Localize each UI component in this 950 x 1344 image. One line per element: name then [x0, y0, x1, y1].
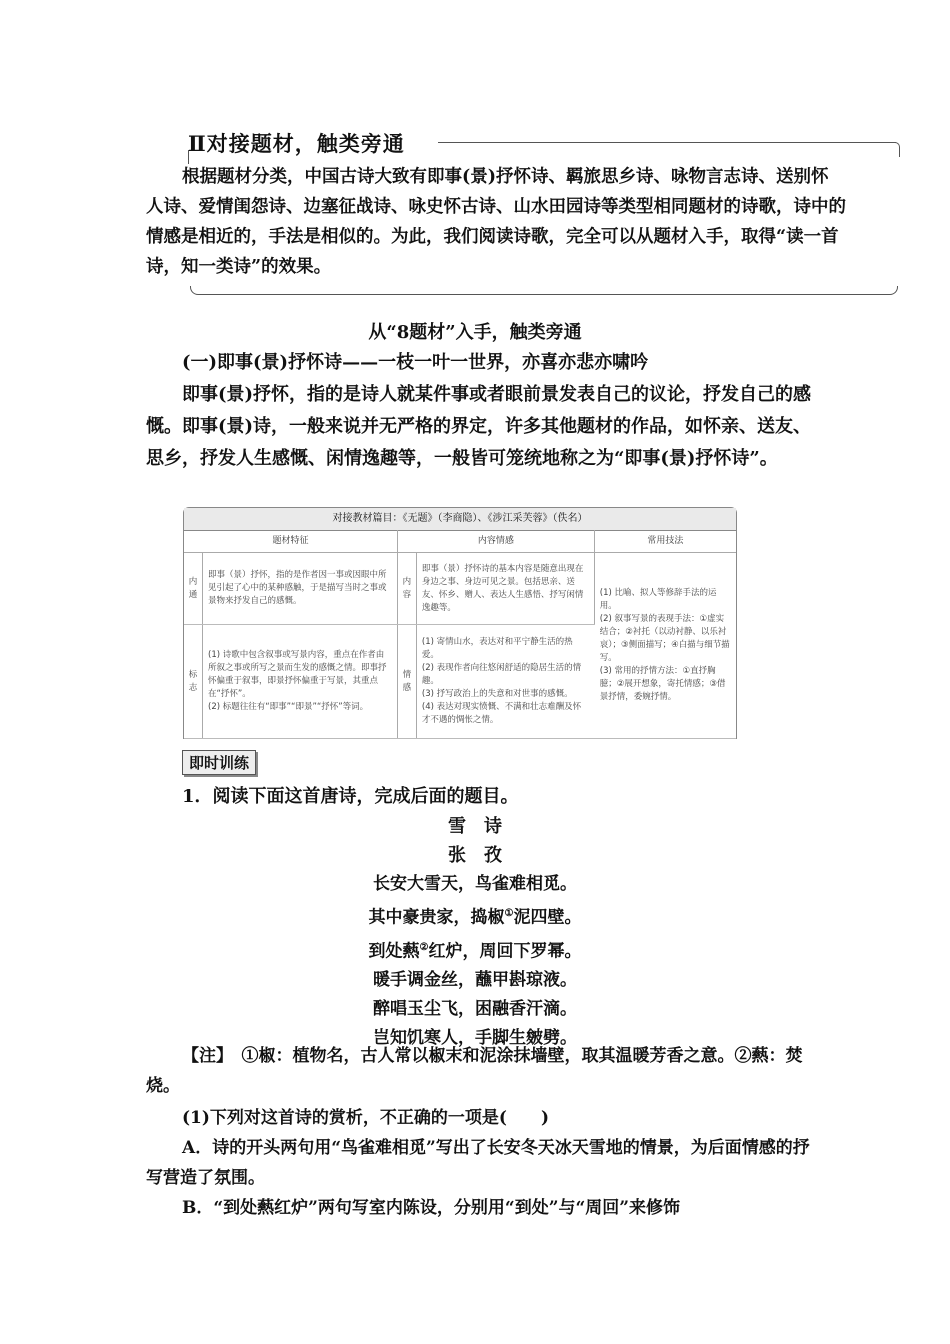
sub-question: (1)下列对这首诗的赏析，不正确的一项是( )	[182, 1108, 550, 1128]
note-2: ②爇：焚烧。	[146, 1046, 803, 1096]
table-grid	[184, 530, 736, 739]
note-ref-1: ①	[504, 908, 514, 919]
poem	[0, 812, 950, 1053]
question-intro	[146, 781, 812, 813]
table-cell: (1) 诗歌中包含叙事或写景内容，重点在作者由所叙之事或所写之景而生发的感慨之情。即事抒怀偏重于叙事，即景抒怀偏重于写景，其重点在“抒怀”。 (2) 标题往往有“即事”“即景”“抒怀”等词。	[203, 625, 398, 739]
practice-badge: 即时训练	[182, 750, 256, 775]
row-label: 情感	[397, 625, 416, 739]
poem-line-part: 泥四壁。	[513, 907, 582, 928]
poem-line-part: 到处爇	[368, 941, 420, 962]
note-1: ①椒：植物名，古人常以椒末和泥涂抹墙壁，取其温暖芳香之意。	[241, 1046, 735, 1066]
intro-paragraph: 根据题材分类，中国古诗大致有即事(景)抒怀诗、羁旅思乡诗、咏物言志诗、送别怀人诗、爱情闺怨诗、边塞征战诗、咏史怀古诗、山水田园诗等类型相同题材的诗歌，诗中的情感是相近的，手法是相似的。为此，我们阅读诗歌，完全可以从题材入手，取得“读一首诗，知一类诗”的效果。	[146, 167, 846, 277]
reference-table	[183, 507, 737, 739]
row-label: 内容	[397, 553, 416, 625]
poem-line: 岂知饥寒人，手脚生皴劈。	[373, 1028, 577, 1049]
box-bottom-border	[190, 286, 898, 295]
poem-line: 长安大雪天，鸟雀难相觅。	[373, 874, 577, 894]
table-row	[184, 553, 736, 625]
intro-box	[146, 162, 846, 282]
table-cell: (1) 寄情山水，表达对和平宁静生活的热爱。 (2) 表现作者向往悠闲舒适的隐居生活的情趣。 (3) 抒写政治上的失意和对世事的感慨。 (4) 表达对现实愤慨、不满和壮志难酬及怀才不遇的惆怅之情。	[416, 625, 594, 739]
poem-line: 暖手调金丝，蘸甲斟琼液。	[373, 970, 577, 991]
poem-line: 醉唱玉尘飞，困融香汗滴。	[373, 999, 577, 1020]
subtitle: 从“8题材”入手，触类旁通	[368, 322, 582, 343]
table-header-row	[184, 530, 736, 553]
poem-author: 张 孜	[448, 845, 502, 866]
notes-and-options	[146, 1041, 826, 1223]
row-label: 标志	[184, 625, 203, 739]
poem-notes	[146, 1041, 826, 1101]
option-b: B．“到处爇红炉”两句写室内陈设，分别用“到处”与“周回”来修饰	[182, 1198, 681, 1218]
heading-rule	[438, 142, 896, 143]
section-heading: Ⅱ对接题材，触类旁通	[188, 131, 405, 156]
question-1: 1．阅读下面这首唐诗，完成后面的题目。	[182, 786, 519, 807]
part1-block	[146, 347, 812, 475]
part1-body: 即事(景)抒怀，指的是诗人就某件事或者眼前景发表自己的议论，抒发自己的感慨。即事(景)诗，一般来说并无严格的界定，许多其他题材的作品，如怀亲、送友、思乡，抒发人生感慨、闲情逸趣等，一般皆可笼统地称之为“即事(景)抒怀诗”。	[146, 384, 812, 469]
note-ref-2: ②	[419, 941, 429, 953]
part1-title: (一)即事(景)抒怀诗——一枝一叶一世界，亦喜亦悲亦啸吟	[182, 352, 649, 373]
poem-line	[0, 899, 950, 933]
table-cell: 即事（景）抒怀诗的基本内容是随意出现在身边之事、身边可见之景。包括思亲、送友、怀乡、赠人、表达人生感悟、抒写闲情逸趣等。	[416, 553, 594, 625]
option-a: A．诗的开头两句用“鸟雀难相觅”写出了长安冬天冰天雪地的情景，为后面情感的抒写营造了氛围。	[146, 1138, 810, 1188]
table-cell: 即事（景）抒怀，指的是作者因一事或因眼中所见引起了心中的某种感触，于是描写当时之事或景物来抒发自己的感慨。	[203, 553, 398, 625]
poem-line-part: 其中豪贵家，捣椒	[368, 907, 505, 928]
table-caption: 对接教材篇目：《无题》（李商隐）、《涉江采芙蓉》（佚名）	[184, 508, 736, 531]
note-label: 【注】	[182, 1046, 225, 1066]
row-label: 内通	[184, 553, 203, 625]
header-content: 内容情感	[397, 530, 594, 553]
header-technique: 常用技法	[594, 530, 736, 553]
poem-line	[0, 933, 950, 967]
heading-rule-corner	[893, 142, 900, 157]
table-cell-techniques: (1) 比喻、拟人等修辞手法的运用。 (2) 叙事写景的表现手法：①虚实结合；②衬托（以动衬静、以乐衬哀）；③侧面描写；④白描与细节描写。 (3) 常用的抒情方法：①直抒胸臆；②展开想象，寄托情感；③借景抒情，委婉抒情。	[594, 553, 736, 739]
poem-title: 雪 诗	[448, 816, 502, 837]
header-feature: 题材特征	[184, 530, 397, 553]
poem-line-part: 红炉，周回下罗幂。	[428, 941, 582, 962]
